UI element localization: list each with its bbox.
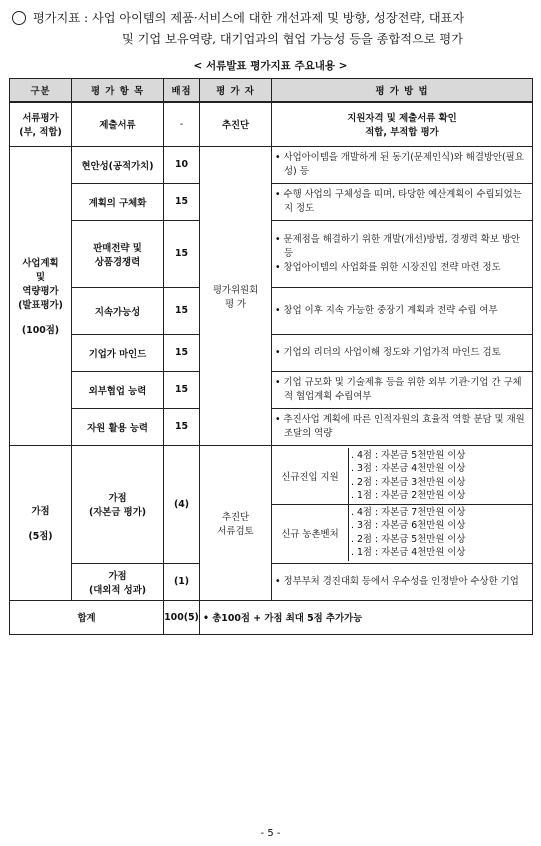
biz-method bbox=[272, 287, 533, 334]
list-item: . 3점 : 자본금 4천만원 이상 bbox=[351, 463, 466, 474]
biz-score: 15 bbox=[164, 287, 200, 334]
biz-method bbox=[272, 371, 533, 408]
table-row bbox=[10, 563, 533, 600]
list-item: . 1점 : 자본금 4천만원 이상 bbox=[351, 547, 466, 558]
header-evaluator: 평 가 자 bbox=[200, 79, 272, 103]
page-number: - 5 - bbox=[260, 828, 281, 839]
external-score: (1) bbox=[164, 563, 200, 600]
table-row bbox=[10, 445, 533, 563]
biz-method bbox=[272, 334, 533, 371]
header-method: 평 가 방 법 bbox=[272, 79, 533, 103]
capital-item: 가점 (자본금 평가) bbox=[72, 445, 164, 563]
capital-score: (4) bbox=[164, 445, 200, 563]
list-item: • 정부부처 경진대회 등에서 우수성을 인정받아 수상한 기업 bbox=[275, 575, 529, 589]
list-item: • 수행 사업의 구체성을 띠며, 타당한 예산계획이 수립되었는지 정도 bbox=[275, 188, 529, 216]
table-row bbox=[10, 408, 533, 445]
list-item: • 사업아이템을 개발하게 된 동기(문제인식)와 해결방안(필요성) 등 bbox=[275, 151, 529, 179]
biz-method bbox=[272, 146, 533, 183]
doc-item: 제출서류 bbox=[72, 102, 164, 146]
biz-score: 15 bbox=[164, 334, 200, 371]
table-row bbox=[10, 183, 533, 220]
header-item: 평 가 항 목 bbox=[72, 79, 164, 103]
list-item: . 4점 : 자본금 5천만원 이상 bbox=[351, 449, 466, 461]
biz-score: 15 bbox=[164, 371, 200, 408]
capital-group bbox=[272, 504, 532, 561]
table-row bbox=[10, 220, 533, 287]
list-item: • 문제점을 해결하기 위한 개발(개선)방법, 경쟁력 확보 방안 등 bbox=[275, 233, 529, 261]
total-row bbox=[10, 600, 533, 634]
capital-group-scores bbox=[349, 504, 533, 561]
table-row bbox=[10, 287, 533, 334]
list-item: . 3점 : 자본금 6천만원 이상 bbox=[351, 520, 466, 531]
header-row bbox=[10, 79, 533, 103]
list-item: . 4점 : 자본금 7천만원 이상 bbox=[351, 506, 466, 518]
biz-item: 기업가 마인드 bbox=[72, 334, 164, 371]
table-row bbox=[10, 102, 533, 146]
biz-score: 15 bbox=[164, 408, 200, 445]
total-label: 합계 bbox=[10, 600, 164, 634]
biz-item: 지속가능성 bbox=[72, 287, 164, 334]
external-item: 가점 (대외적 성과) bbox=[72, 563, 164, 600]
table-row bbox=[10, 334, 533, 371]
biz-score: 15 bbox=[164, 220, 200, 287]
intro-line-2: 및 기업 보유역량, 대기업과의 협업 가능성 등을 종합적으로 평가 bbox=[122, 32, 463, 46]
intro-line-1: 평가지표 : 사업 아이템의 제품·서비스에 대한 개선과제 및 방향, 성장전략, 대표자 bbox=[33, 11, 465, 25]
biz-method bbox=[272, 220, 533, 287]
capital-group-label: 신규 농촌벤처 bbox=[272, 504, 349, 561]
header-score: 배점 bbox=[164, 79, 200, 103]
total-score: 100(5) bbox=[164, 600, 200, 634]
list-item: . 1점 : 자본금 2천만원 이상 bbox=[351, 490, 466, 501]
total-method: • 총100점 + 가점 최대 5점 추가가능 bbox=[200, 600, 533, 634]
biz-item: 현안성(공적가치) bbox=[72, 146, 164, 183]
circle-bullet-icon bbox=[12, 11, 26, 25]
biz-score: 15 bbox=[164, 183, 200, 220]
bonus-category: 가점 (5점) bbox=[10, 445, 72, 600]
capital-subtable bbox=[272, 448, 532, 561]
table-caption: < 서류발표 평가지표 주요내용 > bbox=[193, 60, 348, 72]
doc-score: - bbox=[164, 102, 200, 146]
bonus-evaluator: 추진단 서류검토 bbox=[200, 445, 272, 600]
doc-evaluator: 추진단 bbox=[200, 102, 272, 146]
evaluation-table bbox=[9, 78, 533, 635]
list-item: • 추진사업 계획에 따른 인적자원의 효율적 역할 분담 및 재원조달의 역량 bbox=[275, 413, 529, 441]
list-item: • 기업 규모화 및 기술제휴 등을 위한 외부 기관·기업 간 구체적 협업계획 수립여부 bbox=[275, 376, 529, 404]
list-item: • 창업아이템의 사업화를 위한 시장진입 전략 마련 정도 bbox=[275, 261, 529, 275]
doc-category: 서류평가 (부, 적합) bbox=[10, 102, 72, 146]
header-category: 구분 bbox=[10, 79, 72, 103]
list-item: . 2점 : 자본금 3천만원 이상 bbox=[351, 476, 466, 488]
doc-method: 지원자격 및 제출서류 확인 적합, 부적합 평가 bbox=[272, 102, 533, 146]
biz-item: 계획의 구체화 bbox=[72, 183, 164, 220]
capital-group bbox=[272, 448, 532, 505]
biz-evaluator: 평가위원회 평 가 bbox=[200, 146, 272, 445]
list-item: . 2점 : 자본금 5천만원 이상 bbox=[351, 533, 466, 545]
table-row bbox=[10, 146, 533, 183]
biz-item: 판매전략 및 상품경쟁력 bbox=[72, 220, 164, 287]
biz-item: 외부협업 능력 bbox=[72, 371, 164, 408]
biz-method bbox=[272, 183, 533, 220]
external-method bbox=[272, 563, 533, 600]
capital-group-label: 신규진입 지원 bbox=[272, 448, 349, 505]
biz-score: 10 bbox=[164, 146, 200, 183]
list-item: • 기업의 리더의 사업이해 정도와 기업가적 마인드 검토 bbox=[275, 346, 529, 360]
capital-method bbox=[272, 445, 533, 563]
table-row bbox=[10, 371, 533, 408]
capital-group-scores bbox=[349, 448, 533, 505]
list-item: • 창업 이후 지속 가능한 중장기 계획과 전략 수립 여부 bbox=[275, 304, 529, 318]
biz-category: 사업계획 및 역량평가 (발표평가) (100점) bbox=[10, 146, 72, 445]
biz-item: 자원 활용 능력 bbox=[72, 408, 164, 445]
biz-method bbox=[272, 408, 533, 445]
